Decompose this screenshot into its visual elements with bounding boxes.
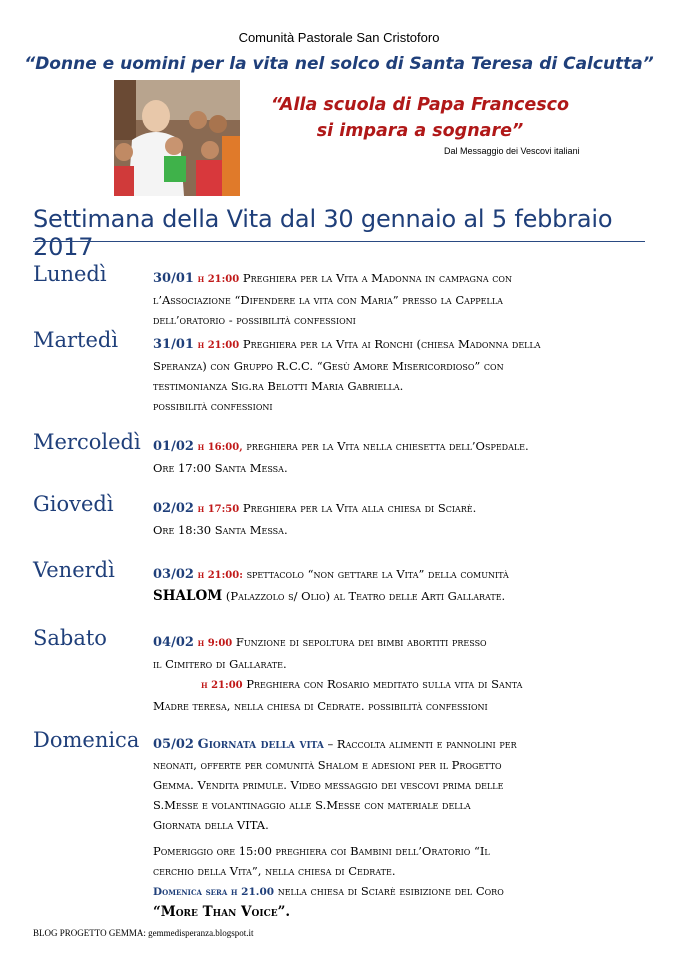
theme-title: “Donne e uomini per la vita nel solco di Santa Teresa di Calcutta” [24, 54, 654, 74]
event-text: (Palazzolo s/ Olio) al Teatro delle Arti Gallarate. [225, 589, 506, 603]
event-text: testimonianza Sig.ra Belotti Maria Gabriella. [153, 379, 404, 393]
pope-with-children-photo [114, 80, 240, 196]
event-date: 31/01 [153, 337, 194, 352]
day-details [153, 436, 653, 478]
event-hour: h 21:00: [197, 570, 243, 581]
photo-illustration [114, 80, 240, 196]
event-text: il Cimitero di Gallarate. [153, 657, 287, 671]
event-text: Gemma. Vendita primule. Video messaggio dei vescovi prima delle [153, 778, 504, 792]
event-text: cerchio della Vita”, nella chiesa di Cedrate. [153, 864, 396, 878]
evening-label: Domenica sera h 21.00 [153, 886, 275, 898]
day-name: Giovedì [33, 492, 114, 516]
event-text: Funzione di sepoltura dei bimbi abortiti presso [235, 635, 487, 649]
event-text: possibilità confessioni [153, 399, 273, 413]
event-hour: h 9:00 [197, 638, 233, 649]
event-hour: h 16:00, [197, 442, 243, 453]
quote-line-1: “Alla scuola di Papa Francesco [270, 95, 570, 115]
quote-line-2: si impara a sognare” [316, 121, 524, 141]
event-text: Preghiera per la Vita a Madonna in campagna con [242, 271, 512, 285]
event-hour: h 21:00 [197, 340, 240, 351]
day-name: Sabato [33, 626, 107, 650]
event-text: Pomeriggio ore 15:00 preghiera coi Bambini dell’Oratorio “Il [153, 844, 490, 858]
title-divider [33, 241, 645, 242]
day-details [153, 632, 653, 716]
event-date: 30/01 [153, 271, 194, 286]
event-hour: h 17:50 [197, 504, 240, 515]
event-text: Preghiera per la Vita ai Ronchi (chiesa Madonna della [242, 337, 541, 351]
quote [250, 92, 590, 144]
footer-blog: BLOG PROGETTO GEMMA: gemmedisperanza.blogspot.it [33, 928, 254, 938]
event-date: 01/02 [153, 439, 194, 454]
event-text: S.Messe e volantinaggio alle S.Messe con materiale della [153, 798, 471, 812]
event-text: dell’oratorio - possibilità confessioni [153, 313, 356, 327]
event-text: Madre teresa, nella chiesa di Cedrate. possibilità confessioni [153, 699, 488, 713]
event-text: neonati, offerte per comunità Shalom e adesioni per il Progetto [153, 758, 502, 772]
day-name: Domenica [33, 728, 140, 752]
event-date: 04/02 [153, 635, 194, 650]
event-hour: h 21:00 [201, 680, 243, 691]
week-title: Settimana della Vita dal 30 gennaio al 5 febbraio 2017 [33, 205, 613, 261]
choir-name: “More Than Voice”. [153, 904, 291, 920]
day-details [153, 498, 653, 540]
organization-title: Comunità Pastorale San Cristoforo [238, 30, 440, 45]
day-details [153, 734, 653, 922]
event-date: 03/02 [153, 567, 194, 582]
quote-source: Dal Messaggio dei Vescovi italiani [444, 146, 580, 156]
event-date: 05/02 [153, 737, 194, 752]
day-name: Lunedì [33, 262, 107, 286]
event-text: spettacolo “non gettare la Vita” della comunità [246, 567, 509, 581]
event-text: l’Associazione “Difendere la vita con Maria” presso la Cappella [153, 293, 503, 307]
day-details [153, 268, 653, 330]
event-text: nella chiesa di Sciarè esibizione del Coro [277, 884, 504, 898]
day-name: Venerdì [33, 558, 115, 582]
day-name: Mercoledì [33, 430, 141, 454]
event-text: Ore 17:00 Santa Messa. [153, 461, 288, 475]
event-hour: h 21:00 [197, 274, 240, 285]
event-text: – Raccolta alimenti e pannolini per [327, 737, 517, 751]
event-text: Giornata della VITA. [153, 818, 269, 832]
event-text: Preghiera per la Vita alla chiesa di Sciarè. [242, 501, 477, 515]
event-text: Ore 18:30 Santa Messa. [153, 523, 288, 537]
event-text: Speranza) con Gruppo R.C.C. “Gesù Amore Misericordioso” con [153, 359, 504, 373]
event-date: 02/02 [153, 501, 194, 516]
event-text: Preghiera con Rosario meditato sulla vita di Santa [246, 677, 523, 691]
day-details [153, 334, 653, 416]
event-headline: Giornata della vita [197, 737, 324, 752]
day-name: Martedì [33, 328, 119, 352]
community-name: SHALOM [153, 588, 223, 604]
event-text: preghiera per la Vita nella chiesetta dell’Ospedale. [246, 439, 529, 453]
day-details [153, 564, 653, 606]
